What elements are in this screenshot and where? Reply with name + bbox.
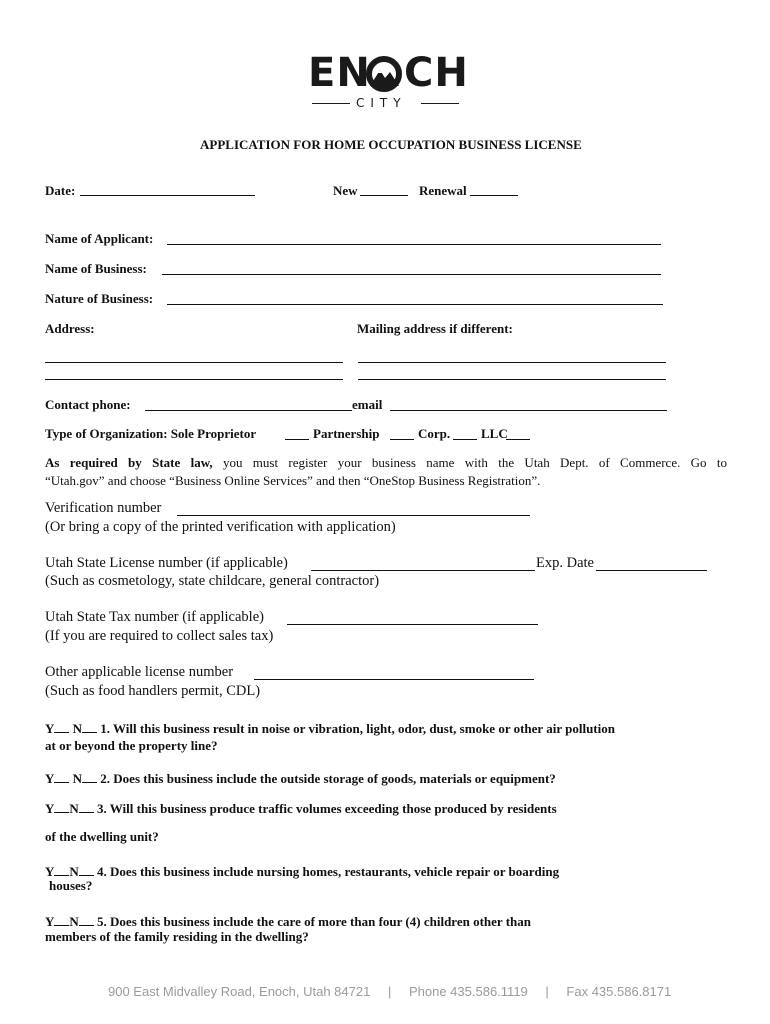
question-4 [45, 862, 559, 880]
footer [108, 984, 671, 999]
state-law-line1 [45, 455, 727, 471]
city-logo [308, 50, 468, 112]
q2-text: 2. Does this business include the outside storage of goods, materials or equipment? [100, 771, 556, 786]
form-title: APPLICATION FOR HOME OCCUPATION BUSINESS LICENSE [200, 137, 582, 152]
mailing-field-line2[interactable] [358, 379, 666, 380]
email-field[interactable] [390, 410, 667, 411]
q1-no-label: N [72, 721, 83, 736]
q1-no-field[interactable] [82, 719, 97, 733]
q3-yes-field[interactable] [54, 799, 69, 813]
footer-sep-1: | [387, 984, 392, 999]
question-1 [45, 719, 735, 754]
logo-city-text: CITY [356, 96, 407, 110]
q4-yes-label: Y [45, 864, 55, 879]
applicant-label: Name of Applicant: [45, 231, 154, 246]
other-license-note: (Such as food handlers permit, CDL) [45, 683, 261, 699]
q4-no-label: N [69, 864, 79, 879]
logo-rule-left [312, 103, 350, 104]
new-label: New [333, 183, 358, 198]
footer-fax: Fax 435.586.8171 [566, 984, 672, 999]
q4-no-field[interactable] [79, 862, 94, 876]
new-checkbox-line[interactable] [360, 195, 408, 196]
nature-field[interactable] [167, 304, 663, 305]
applicant-field[interactable] [167, 244, 661, 245]
address-field-line1[interactable] [45, 362, 343, 363]
sole-proprietor-line[interactable] [285, 439, 309, 440]
llc-line[interactable] [506, 439, 530, 440]
question-2 [45, 769, 556, 787]
other-license-field[interactable] [254, 679, 534, 680]
q3-text-line2: of the dwelling unit? [45, 829, 159, 844]
date-field[interactable] [80, 195, 255, 196]
mountain-o-icon [366, 56, 402, 92]
q3-yes-label: Y [45, 801, 55, 816]
phone-label: Contact phone: [45, 397, 131, 412]
partnership-line[interactable] [390, 439, 414, 440]
q5-text: 5. Does this business include the care of more than four (4) children other than [97, 914, 531, 929]
renewal-label: Renewal [419, 183, 467, 198]
state-license-note: (Such as cosmetology, state childcare, general contractor) [45, 573, 380, 589]
q3-no-field[interactable] [79, 799, 94, 813]
footer-sep-2: | [545, 984, 549, 999]
business-name-field[interactable] [162, 274, 661, 275]
footer-phone: Phone 435.586.1119 [408, 984, 528, 999]
q2-no-label: N [72, 771, 83, 786]
q5-yes-label: Y [45, 914, 55, 929]
state-license-field[interactable] [311, 570, 535, 571]
llc-label: LLC [481, 426, 508, 441]
tax-number-field[interactable] [287, 624, 538, 625]
org-label: Type of Organization: Sole Proprietor [45, 426, 257, 441]
question-5 [45, 912, 531, 930]
renewal-checkbox-line[interactable] [470, 195, 518, 196]
exp-date-field[interactable] [596, 570, 707, 571]
q1-text-line2: at or beyond the property line? [45, 738, 218, 753]
q5-no-field[interactable] [79, 912, 94, 926]
verification-label: Verification number [45, 500, 162, 516]
mailing-field-line1[interactable] [358, 362, 666, 363]
phone-field[interactable] [145, 410, 352, 411]
state-law-line2: “Utah.gov” and choose “Business Online Services” and then “OneStop Business Registration”. [45, 473, 541, 488]
state-law-rest: you must register your business name with the Utah Dept. of Commerce. Go to [212, 455, 728, 470]
tax-number-label: Utah State Tax number (if applicable) [45, 609, 264, 625]
other-license-label: Other applicable license number [45, 664, 234, 680]
business-name-label: Name of Business: [45, 261, 147, 276]
verification-note: (Or bring a copy of the printed verification with application) [45, 519, 396, 535]
mailing-address-label: Mailing address if different: [357, 321, 513, 336]
q1-text: 1. Will this business result in noise or vibration, light, odor, dust, smoke or other air pollution [100, 721, 615, 736]
q2-yes-field[interactable] [54, 769, 69, 783]
q4-yes-field[interactable] [54, 862, 69, 876]
logo-rule-right [421, 103, 459, 104]
q5-no-label: N [69, 914, 79, 929]
corp-line[interactable] [453, 439, 477, 440]
email-label: email [352, 397, 383, 412]
address-label: Address: [45, 321, 95, 336]
logo-word-right: CH [404, 50, 469, 96]
state-license-label: Utah State License number (if applicable) [45, 555, 288, 571]
q4-text-line2: houses? [49, 878, 93, 893]
logo-word-left: EN [308, 50, 371, 96]
tax-number-note: (If you are required to collect sales tax) [45, 628, 274, 644]
q3-no-label: N [69, 801, 79, 816]
corp-label: Corp. [418, 426, 451, 441]
exp-date-label: Exp. Date [536, 555, 594, 571]
q2-yes-label: Y [45, 771, 55, 786]
state-law-note [45, 455, 727, 489]
nature-label: Nature of Business: [45, 291, 154, 306]
question-3 [45, 799, 557, 817]
q3-text: 3. Will this business produce traffic volumes exceeding those produced by residents [97, 801, 557, 816]
q1-yes-field[interactable] [54, 719, 69, 733]
partnership-label: Partnership [313, 426, 380, 441]
address-field-line2[interactable] [45, 379, 343, 380]
q2-no-field[interactable] [82, 769, 97, 783]
date-label: Date: [45, 183, 76, 198]
verification-field[interactable] [177, 515, 530, 516]
q5-yes-field[interactable] [54, 912, 69, 926]
q4-text: 4. Does this business include nursing homes, restaurants, vehicle repair or boarding [97, 864, 560, 879]
state-law-bold: As required by State law, [45, 455, 213, 470]
q1-yes-label: Y [45, 721, 55, 736]
footer-address: 900 East Midvalley Road, Enoch, Utah 84721 [108, 984, 371, 999]
q5-text-line2: members of the family residing in the dwelling? [45, 929, 309, 944]
